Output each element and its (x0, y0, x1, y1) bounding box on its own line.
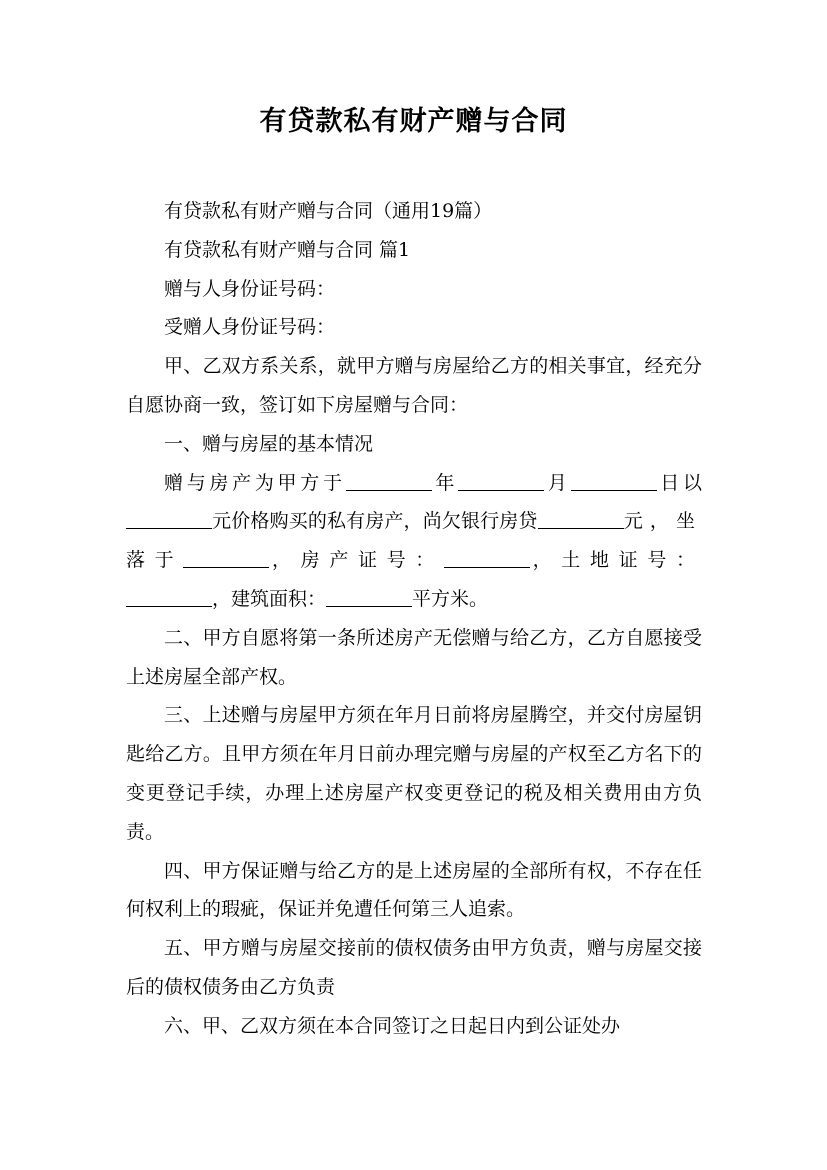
blank-year (346, 470, 432, 491)
paragraph-clause-five: 五、甲方赠与房屋交接前的债权债务由甲方负责，赠与房屋交接后的债权债务由乙方负责 (126, 937, 702, 998)
property-text-2: 年 (431, 471, 459, 494)
paragraph-property-details (126, 464, 702, 619)
blank-location (183, 547, 269, 568)
blank-price (126, 508, 212, 529)
blank-land-cert (126, 586, 212, 607)
property-text-3: 月 (544, 471, 571, 494)
paragraph-donee-id: 受赠人身份证号码： (164, 316, 336, 339)
blank-month (458, 470, 544, 491)
property-text-5: 元价格购买的私有房产，尚欠银行房贷 (212, 510, 538, 533)
property-text-1: 赠与房产为甲方于 (164, 471, 346, 494)
paragraph-section-one-heading: 一、赠与房屋的基本情况 (164, 432, 374, 455)
property-text-4: 日以 (656, 471, 702, 494)
blank-house-cert (444, 547, 530, 568)
property-text-6: 元，坐落于 (126, 510, 702, 572)
paragraph-donor-id: 赠与人身份证号码： (164, 277, 336, 300)
property-text-7: ，房产证号： (269, 549, 444, 572)
property-text-8: ，土地证号： (529, 549, 702, 572)
document-title: 有贷款私有财产赠与合同 (259, 106, 568, 137)
property-text-10: 平方米。 (412, 587, 489, 610)
paragraph-clause-four: 四、甲方保证赠与给乙方的是上述房屋的全部所有权，不存在任何权利上的瑕疵，保证并免遭任何第三人追索。 (126, 859, 702, 921)
paragraph-clause-three: 三、上述赠与房屋甲方须在年月日前将房屋腾空，并交付房屋钥匙给乙方。且甲方须在年月日前办理完赠与房屋的产权至乙方名下的变更登记手续，办理上述房屋产权变更登记的税及相关费用由方负责。 (126, 704, 702, 843)
document-body (126, 192, 702, 1046)
paragraph-preamble: 甲、乙双方系关系，就甲方赠与房屋给乙方的相关事宜，经充分自愿协商一致，签订如下房屋赠与合同： (126, 355, 702, 416)
paragraph-chapter-heading: 有贷款私有财产赠与合同 篇1 (164, 238, 411, 261)
blank-loan (538, 508, 624, 529)
paragraph-clause-six: 六、甲、乙双方须在本合同签订之日起日内到公证处办 (164, 1014, 621, 1037)
blank-area (326, 586, 412, 607)
paragraph-subtitle: 有贷款私有财产赠与合同（通用19篇） (164, 200, 493, 222)
paragraph-clause-two: 二、甲方自愿将第一条所述房产无偿赠与给乙方，乙方自愿接受上述房屋全部产权。 (126, 626, 702, 688)
blank-day (571, 470, 657, 491)
property-text-9: ，建筑面积： (212, 587, 327, 610)
